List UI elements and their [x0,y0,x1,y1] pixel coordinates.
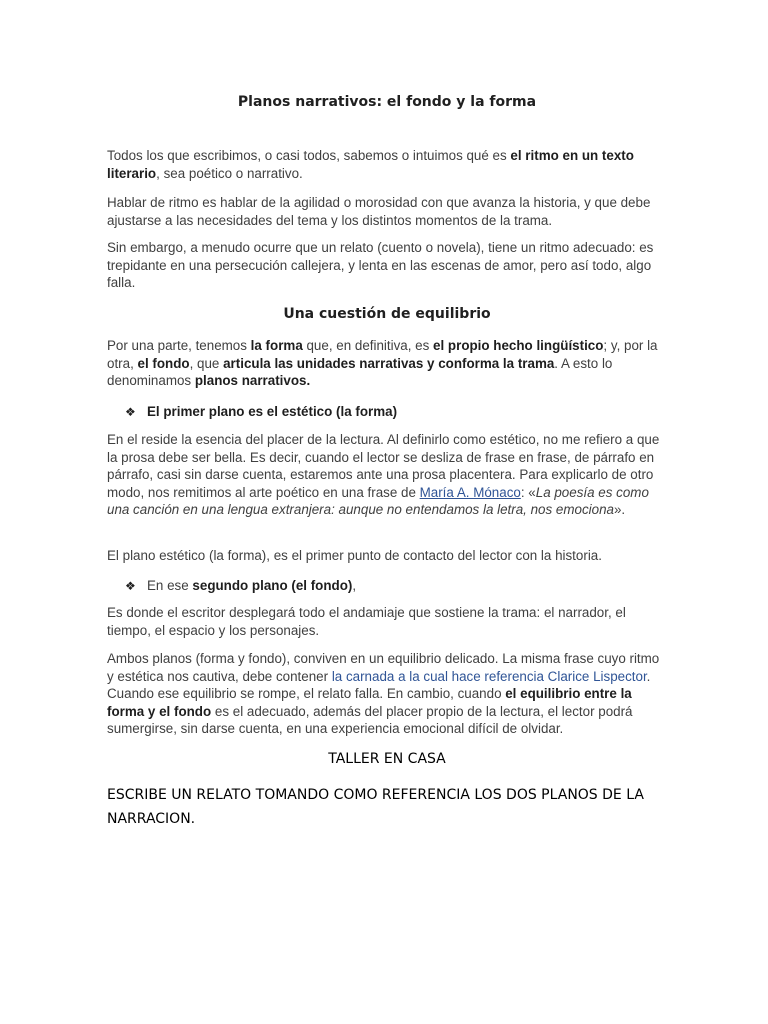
bold-text: segundo plano (el fondo) [192,578,353,593]
text: ; y, por la otra, [107,338,658,371]
text: Todos los que escribimos, o casi todos, sabemos o intuimos qué es [107,148,511,163]
paragraph-sin-embargo: Sin embargo, a menudo ocurre que un relato (cuento o novela), tiene un ritmo adecuado: es trepidante en una persecución callejera, y lenta en las escenas de amor, pero así todo, algo falla. [107,240,654,291]
bold-text: el equilibrio entre la forma y el fondo [107,686,632,719]
bold-text: el propio hecho lingüístico [433,338,604,353]
text: Ambos planos (forma y fondo), conviven en un equilibrio delicado. La misma frase cuyo ritmo y estética nos cautiva, debe contener [107,651,660,684]
paragraph-intro [107,147,667,182]
text: es el adecuado, además del placer propio de la lectura, el lector podrá sumergirse, sin darse cuenta, en una experiencia emocional difícil de olvidar. [107,703,633,737]
paragraph-ritmo: Hablar de ritmo es hablar de la agilidad o morosidad con que avanza la historia, y que debe ajustarse a las necesidades del tema y los distintos momentos de la trama. [107,195,651,228]
diamond-bullet-icon: ❖ [125,579,136,593]
paragraph-andamiaje: Es donde el escritor desplegará todo el andamiaje que sostiene la trama: el narrador, el tiempo, el espacio y los personajes. [107,605,626,638]
bold-text: articula las unidades narrativas y conforma la trama [223,355,555,371]
paragraph-ambos-planos [107,650,667,738]
text: En ese [147,578,193,593]
bullet-primer-plano [125,403,665,422]
bold-text: el fondo [137,355,190,371]
bold-text: la forma [250,338,303,353]
document-title: Planos narrativos: el fondo y la forma [237,94,537,110]
bold-text: el ritmo en un texto literario [107,148,634,181]
italic-quote: La poesía es como una canción en una lengua extranjera: aunque no entendamos la letra, nos emociona [107,484,649,518]
text: que, en definitiva, es [302,338,434,353]
text: . Cuando ese equilibrio se rompe, el relato falla. En cambio, cuando [107,668,651,702]
text: : « [520,484,536,500]
bullet-segundo-plano [125,577,665,596]
bold-text: El primer plano es el estético (la forma) [147,404,398,419]
text: Por una parte, tenemos [107,338,251,353]
text: , sea poético o narrativo. [156,165,303,181]
text: . A esto lo denominamos [107,355,613,389]
reference-text: la carnada a la cual hace referencia Clarice Lispector [331,668,647,684]
paragraph-plano-estetico: El plano estético (la forma), es el primer punto de contacto del lector con la historia. [107,548,602,563]
assignment-instruction: ESCRIBE UN RELATO TOMANDO COMO REFERENCIA LOS DOS PLANOS DE LA NARRACION. [107,787,644,827]
author-link[interactable]: María A. Mónaco [419,484,521,500]
diamond-bullet-icon: ❖ [125,405,136,419]
bold-text: planos narrativos. [194,373,311,389]
text: ». [613,502,626,518]
text: , que [189,355,224,371]
paragraph-estetico [107,431,667,519]
section-subtitle: Una cuestión de equilibrio [283,306,491,322]
taller-heading: TALLER EN CASA [328,751,446,767]
paragraph-planos [107,337,667,390]
text: , [352,578,357,593]
text: En el reside la esencia del placer de la lectura. Al definirlo como estético, no me refiero a que la prosa debe ser bella. Es decir, cuando el lector se desliza de frase en frase, de párrafo en párrafo, casi sin darse cuenta, estaremos ante una prosa placentera. Para explicarlo de otro modo, nos remitimos al arte poético en una frase de [107,432,660,500]
